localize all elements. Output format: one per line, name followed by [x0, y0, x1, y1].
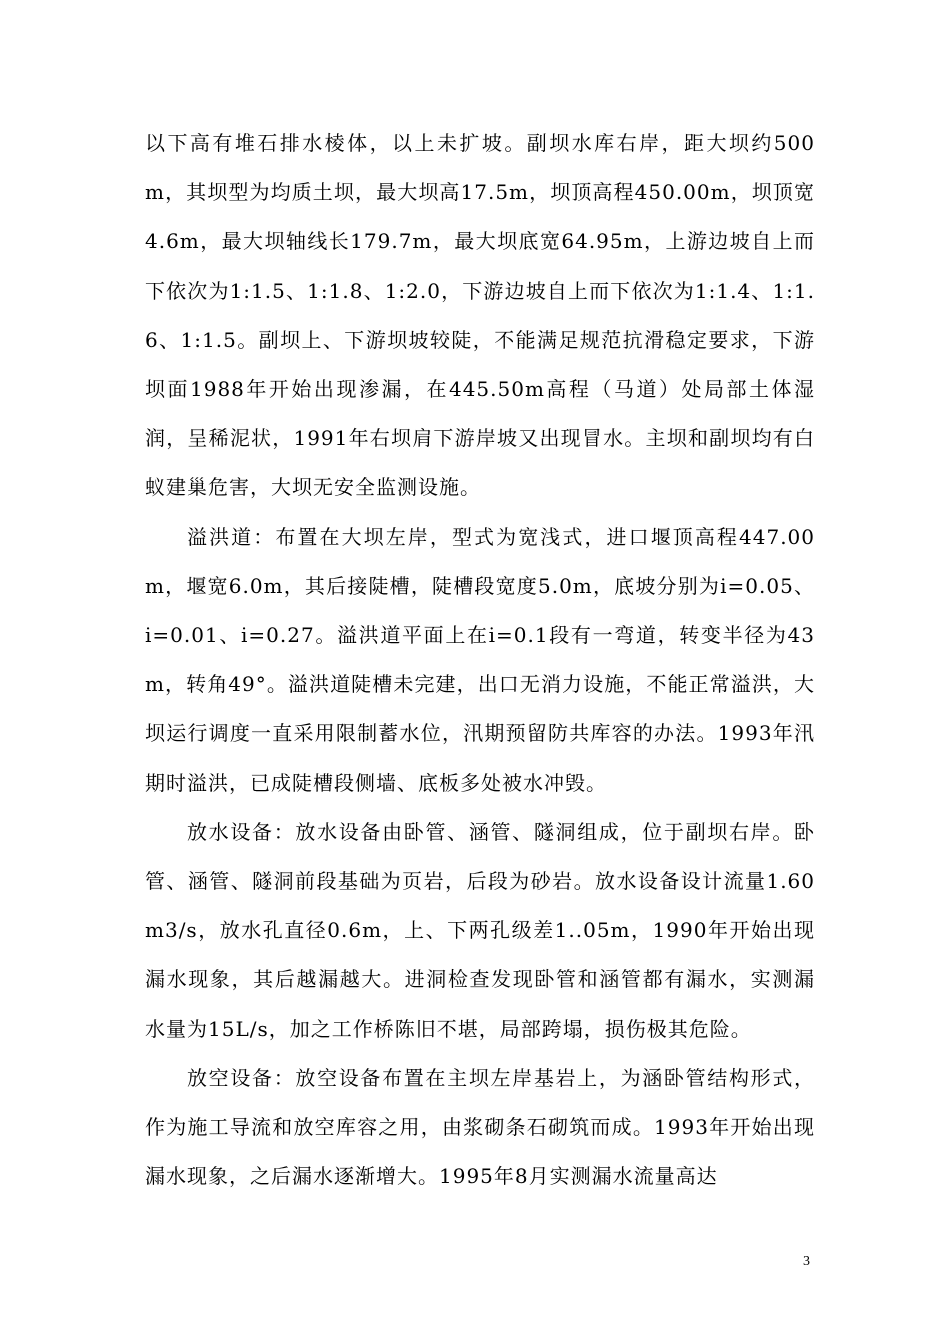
paragraph-emptying-works: 放空设备：放空设备布置在主坝左岸基岩上，为涵卧管结构形式，作为施工导流和放空库容之用，由浆砌条石砌筑而成。1993年开始出现漏水现象，之后漏水逐渐增大。1995年8月实测漏水流量高达: [145, 1065, 815, 1189]
paragraph-spillway: 溢洪道：布置在大坝左岸，型式为宽浅式，进口堰顶高程447.00m，堰宽6.0m，其后接陡槽，陡槽段宽度5.0m，底坡分别为i=0.05、i=0.01、i=0.27。溢洪道平面上在i=0.1段有一弯道，转变半径为43m，转角49°。溢洪道陡槽未完建，出口无消力设施，不能正常溢洪，大坝运行调度一直采用限制蓄水位，汛期预留防共库容的办法。1993年汛期时溢洪，已成陡槽段侧墙、底板多处被水冲毁。: [145, 524, 815, 795]
paragraph-auxiliary-dam: 以下高有堆石排水棱体，以上未扩坡。副坝水库右岸，距大坝约500m，其坝型为均质土坝，最大坝高17.5m，坝顶高程450.00m，坝顶宽4.6m，最大坝轴线长179.7m，最大坝底宽64.95m，上游边坡自上而下依次为1:1.5、1:1.8、1:2.0，下游边坡自上而下依次为1:1.4、1:1.6、1:1.5。副坝上、下游坝坡较陡，不能满足规范抗滑稳定要求，下游坝面1988年开始出现渗漏，在445.50m高程（马道）处局部土体湿润，呈稀泥状，1991年右坝肩下游岸坡又出现冒水。主坝和副坝均有白蚁建巢危害，大坝无安全监测设施。: [145, 131, 815, 500]
page-number: 3: [803, 1254, 810, 1269]
body-text: [145, 119, 815, 1201]
paragraph-outlet-works: 放水设备：放水设备由卧管、涵管、隧洞组成，位于副坝右岸。卧管、涵管、隧洞前段基础为页岩，后段为砂岩。放水设备设计流量1.60m3/s，放水孔直径0.6m，上、下两孔级差1..05m，1990年开始出现漏水现象，其后越漏越大。进洞检查发现卧管和涵管都有漏水，实测漏水量为15L/s，加之工作桥陈旧不堪，局部跨塌，损伤极其危险。: [145, 819, 815, 1041]
